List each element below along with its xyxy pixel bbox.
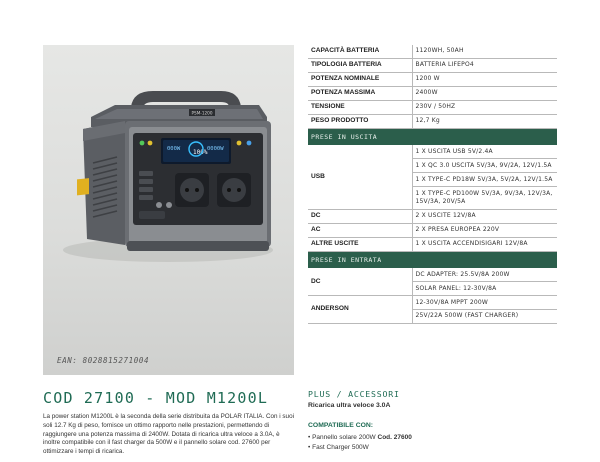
spec-value: 12-30V/8A MPPT 200W [412, 296, 557, 310]
section-title: PRESE IN ENTRATA [308, 251, 557, 268]
spec-row-other-outputs [308, 237, 557, 251]
spec-row-capacity [308, 45, 557, 58]
spec-value: 12,7 Kg [412, 114, 557, 128]
spec-value: 1 X USCITA USB 5V/2.4A [412, 145, 557, 158]
product-title: COD 27100 - MOD M1200L [43, 389, 269, 407]
power-station-illustration [43, 45, 294, 375]
spec-value: DC ADAPTER: 25.5V/8A 200W [412, 268, 557, 281]
spec-row-nominal-power [308, 72, 557, 86]
spec-label: DC [308, 209, 412, 223]
spec-label: TIPOLOGIA BATTERIA [308, 58, 412, 72]
spec-value: 1200 W [412, 72, 557, 86]
product-description: La power station M1200L è la seconda della serie distribuita da POLAR ITALIA. Con i suoi soli 12.7 Kg di peso, fornisce un ottimo rapporto nelle prestazioni, permettendo di raggiungere una potenza massima di 2400W. Dotata di ricarica ultra veloce a 3.0A, è inoltre compatibile con il fast charger da 500W e il pannello solare cod. 27600 per ottimizzare i tempi di ricarica. [43, 413, 294, 456]
section-title: PRESE IN USCITA [308, 128, 557, 145]
section-header-inputs [308, 251, 557, 268]
compatibility-item-fast-charger [308, 443, 412, 453]
spec-label: POTENZA NOMINALE [308, 72, 412, 86]
spec-row-weight [308, 114, 557, 128]
spec-label: TENSIONE [308, 100, 412, 114]
spec-label: DC [308, 268, 412, 295]
section-header-outputs [308, 128, 557, 145]
spec-value: 1120WH, 50AH [412, 45, 557, 58]
spec-label: USB [308, 145, 412, 209]
spec-value: 1 X USCITA ACCENDISIGARI 12V/8A [412, 237, 557, 251]
spec-value: 2400W [412, 86, 557, 100]
compat-item-text: Fast Charger 500W [312, 444, 369, 451]
compat-item-text: Pannello solare 200W [312, 434, 378, 441]
screen-output-watts: 0000W [207, 146, 224, 152]
spec-value: 1 X QC 3.0 USCITA 5V/3A, 9V/2A, 12V/1.5A [412, 159, 557, 173]
spec-label: POTENZA MASSIMA [308, 86, 412, 100]
spec-label: ALTRE USCITE [308, 237, 412, 251]
spec-label: CAPACITÀ BATTERIA [308, 45, 412, 58]
compatibility-list [308, 433, 412, 453]
spec-row-usb-1 [308, 145, 557, 158]
spec-row-anderson-1 [308, 296, 557, 310]
screen-input-watts: 000W [167, 146, 181, 152]
spec-label: AC [308, 223, 412, 237]
spec-label: PESO PRODOTTO [308, 114, 412, 128]
spec-value: 2 X PRESA EUROPEA 220V [412, 223, 557, 237]
accessories-title: PLUS / ACCESSORI [308, 389, 400, 399]
compat-item-code: Cod. 27600 [377, 434, 412, 441]
spec-value: 25V/22A 500W (FAST CHARGER) [412, 310, 557, 324]
spec-row-max-power [308, 86, 557, 100]
product-photo [43, 45, 294, 375]
compatibility-item-solar-panel [308, 433, 412, 443]
spec-value: BATTERIA LIFEPO4 [412, 58, 557, 72]
spec-row-voltage [308, 100, 557, 114]
device-label: PSM-1200 [191, 110, 213, 116]
accessories-subtitle: Ricarica ultra veloce 3.0A [308, 402, 391, 409]
spec-label: ANDERSON [308, 296, 412, 324]
spec-value: SOLAR PANEL: 12-30V/8A [412, 282, 557, 296]
ean-code: EAN: 8028815271004 [57, 356, 150, 365]
spec-value: 1 X TYPE-C PD18W 5V/3A, 5V/2A, 12V/1.5A [412, 173, 557, 187]
spec-row-ac [308, 223, 557, 237]
specs-table [308, 45, 557, 324]
screen-battery-percent: 100% [193, 149, 208, 156]
spec-value: 230V / 50HZ [412, 100, 557, 114]
spec-value: 2 X USCITE 12V/8A [412, 209, 557, 223]
spec-row-dc-out [308, 209, 557, 223]
spec-row-dc-in-1 [308, 268, 557, 281]
spec-value: 1 X TYPE-C PD100W 5V/3A, 9V/3A, 12V/3A, 15V/3A, 20V/5A [412, 187, 557, 210]
spec-row-battery-type [308, 58, 557, 72]
compatibility-title: COMPATIBILE CON: [308, 422, 374, 429]
